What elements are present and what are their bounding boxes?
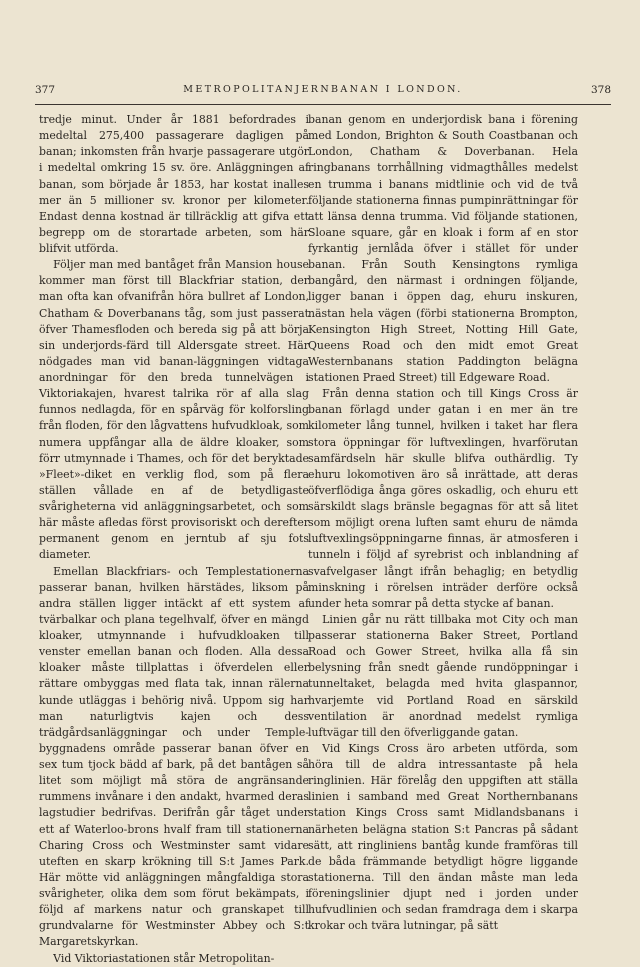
paragraph: Från denna station och till Kings Cross är banan förlagd under gatan i en mer än tre kilometer lång tunnel, hvilken i taket har flera stora öppningar för luftvexlingen, hvarförutan samfärdseln här skulle blifva outhärdlig. Ty ehuru lokomotiven äro så inrättade, att deras öfverflödiga ånga göres oskadlig, och ehuru ett särskildt slags bränsle begagnas för att så litet som möjligt orena luften samt ehuru de nämda luftvexlingsöppningarne finnas, är atmosferen i tunneln i följd af syrebrist och inblandning af svafvelgaser långt ifrån behaglig; en betydlig minskning i rörelsen inträder derföre också under heta somrar på detta stycke af banan. bbox=[308, 387, 578, 610]
page-number-right: 378 bbox=[590, 84, 611, 96]
paragraph: Vid Kings Cross äro arbeten utförda, som höra till de aldra intressantaste på hela ringlinien. Här förelåg den uppgiften att ställa linien i samband med Great Northernbanans station Kings Cross samt Midlandsbanans i närheten belägna station S:t Pancras på sådant sätt, att ringliniens bantåg kunde framföras till de båda främmande betydligt högre liggande stationerna. Till den ändan måste man leda föreningslinier djupt ned i jorden under hufvudlinien och sedan framdraga dem i skarpa krokar och tvära lutningar, på sätt bbox=[308, 741, 578, 933]
page-number-left: 377 bbox=[35, 84, 56, 96]
paragraph: Följer man med bantåget från Mansion house kommer man först till Blackfriar station, der man ofta kan ofvanifrån höra bullret af London, Chatham & Doverbanans tåg, som just passerat öfver Thamesfloden och bereda sig på att börja sin underjords-färd till Aldersgate street. Här nödgades man vid banan-läggningen vidtaga anordningar för den breda tunnelvägen i Viktoriakajen, hvarest talrika rör af alla slag funnos nedlagda, för en spårväg för kolforsling från floden, för den lågvattens hufvudkloak, som numera uppfångar alla de äldre kloaker, som förr utmynnade i Thames, och för det beryktade »Fleet»-diket en verklig flod, som på flera ställen vållade en af de betydligaste svårigheterna vid anläggningsarbetet, och som här måste afledas först provisoriskt och derefter permanent genom en jerntub af sju fots diameter. bbox=[39, 258, 309, 562]
paragraph: banan genom en underjordisk bana i förening med London, Brighton & South Coastbanan och London, Chatham & Doverbanan. Hela ringbanans torrhållning vidmagthålles medelst en trumma i banans midtlinie och vid de två följande stationerna finnas pumpinrättningar för att länsa denna trumma. Vid följande stationen, Sloane square, går en kloak i form af en stor fyrkantig jernlåda öfver i stället för under banan. Från South Kensingtons rymliga bangård, den närmast i ordningen följande, ligger banan i öppen dag, ehuru inskuren, nästan hela vägen (förbi stationerna Brompton, Kensington High Street, Notting Hill Gate, Queens Road och den midt emot Great Westernbanans station Paddington belägna stationen Praed Street) till Edgeware Road. bbox=[308, 113, 578, 384]
paragraph: Emellan Blackfriars- och Templestationerna passerar banan, hvilken härstädes, liksom på andra ställen ligger intäckt af ett system af tvärbalkar och plana tegelhvalf, öfver en mängd kloaker, utmynnande i hufvudkloaken till venster emellan banan och floden. Alla dessa kloaker måste tillplattas i öfverdelen eller rättare ombyggas med flata tak, innan rälerna kunde utläggas i behörig nivå. Uppom sig har man naturligtvis kajen och dess trädgårdsanläggningar och under Temple-byggnadens område passerar banan öfver en sex tum tjock bädd af bark, på det bantågen så litet som möjligt må störa de angränsande rummens invånare i den andakt, hvarmed deras lagstudier bedrifvas. Derifrån går tåget under ett af Waterloo-brons hvalf fram till stationerna Charing Cross och Westminster samt vidare uteften en skarp krökning till S:t James Park. Här mötte vid anläggningen mångfaldiga stora svårigheter, olika dem som förut bekämpats, i följd af markens natur och granskapet till grundvalarne för Westminster Abbey och S:t Margaretskyrkan. bbox=[39, 564, 309, 949]
page-header bbox=[35, 84, 611, 100]
paragraph: tredje minut. Under år 1881 befordrades i medeltal 275,400 passagerare dagligen på banan; inkomsten från hvarje passagerare utgör i medeltal omkring 15 sv. öre. Anläggningen af banan, som började år 1853, har kostat inalles mer än 5 millioner sv. kronor per kilometer. Endast denna kostnad är tillräcklig att gifva ett begrepp om de storartade arbeten, som här blifvit utförda. bbox=[39, 113, 309, 255]
header-rule bbox=[35, 104, 611, 105]
right-column bbox=[308, 112, 578, 934]
running-title: METROPOLITANJERNBANAN I LONDON. bbox=[183, 84, 463, 95]
paragraph: Linien går nu rätt tillbaka mot City och man passerar stationerna Baker Street, Portland Road och Gower Street, hvilka alla få sin belysning från snedt gående rundöppningar i tunneltaket, belagda med hvita glaspannor, hvarjemte vid Portland Road en särskild ventilation är anordnad medelst rymliga luftvägar till den öfverliggande gatan. bbox=[308, 612, 578, 739]
paragraph: Vid Viktoriastationen står Metropolitan- bbox=[53, 951, 275, 965]
left-column bbox=[39, 112, 309, 967]
